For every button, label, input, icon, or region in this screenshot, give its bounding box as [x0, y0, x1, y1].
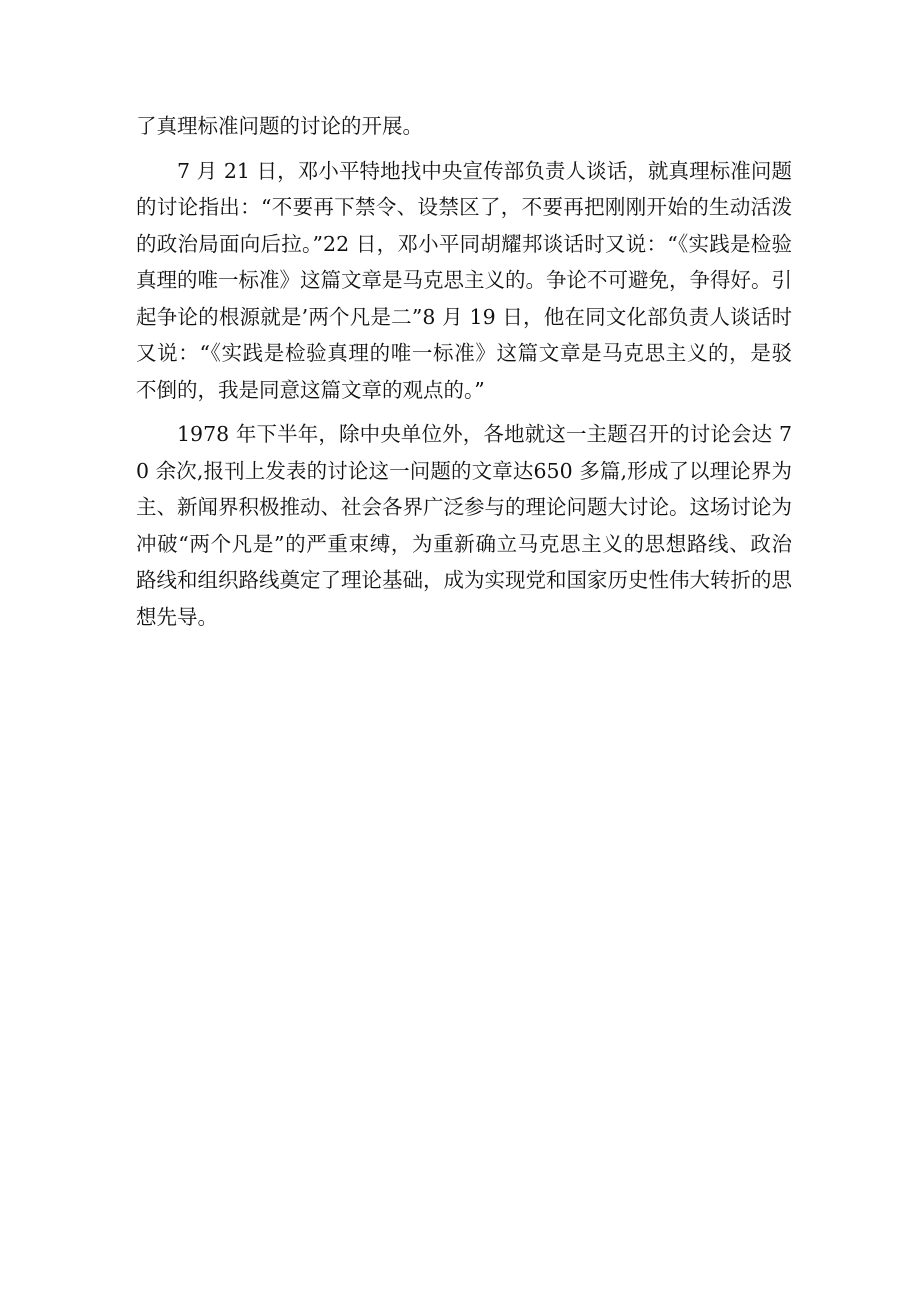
document-body	[136, 108, 792, 643]
paragraph-continuation: 了真理标准问题的讨论的开展。	[136, 114, 423, 138]
paragraph-deng-xiaoping-remarks: 7 月 21 日，邓小平特地找中央宣传部负责人谈话，就真理标准问题的讨论指出：“不要再下禁令、设禁区了，不要再把刚刚开始的生动活泼的政治局面向后拉。”22 日，邓小平同胡耀邦谈话时又说：“《实践是检验真理的唯一标准》这篇文章是马克思主义的。争论不可避免，争得好。引起争论的根源就是’两个凡是二”8 月 19 日，他在同文化部负责人谈话时又说：“《实践是检验真理的唯一标准》这篇文章是马克思主义的，是驳不倒的，我是同意这篇文章的观点的。”	[136, 158, 792, 402]
paragraph-1978-discussion: 1978 年下半年，除中央单位外，各地就这一主题召开的讨论会达 70 余次,报刊上发表的讨论这一问题的文章达650 多篇,形成了以理论界为主、新闻界积极推动、社会各界广泛参与的理论问题大讨论。这场讨论为冲破“两个凡是”的严重束缚，为重新确立马克思主义的思想路线、政治路线和组织路线奠定了理论基础，成为实现党和国家历史性伟大转折的思想先导。	[136, 422, 792, 629]
